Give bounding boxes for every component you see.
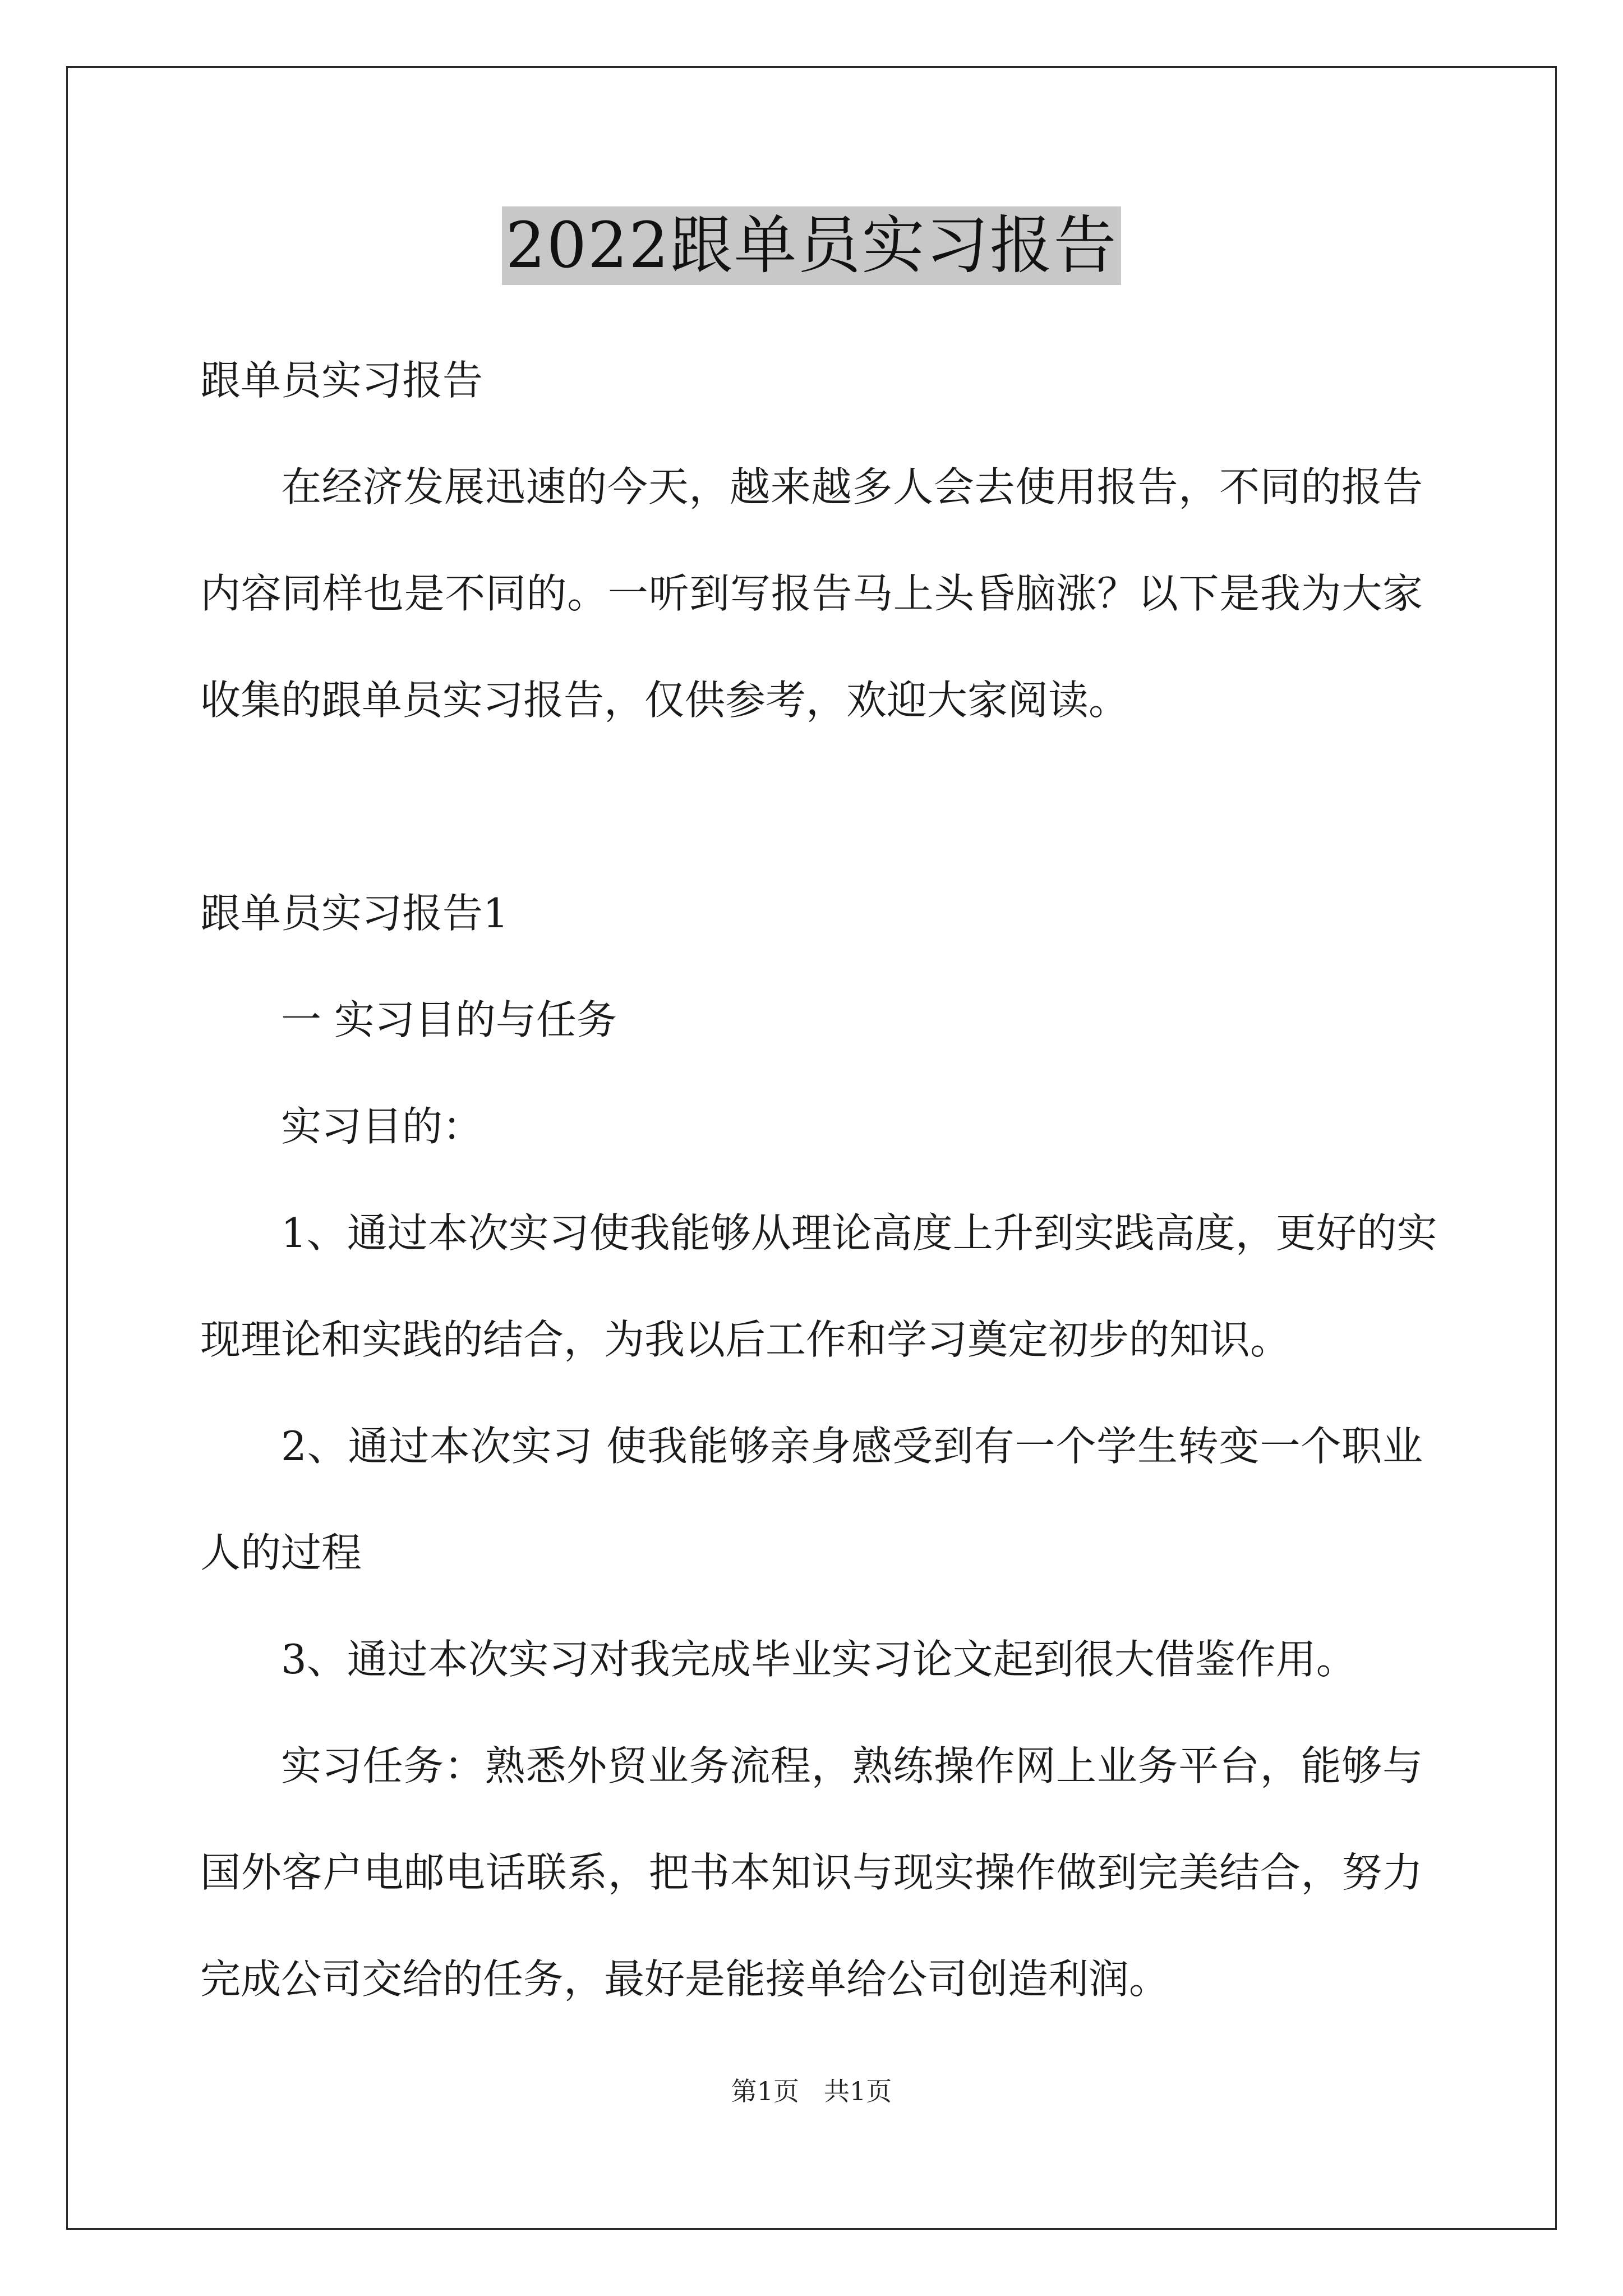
- paragraph-line: 国外客户电邮电话联系，把书本知识与现实操作做到完美结合，努力: [200, 1849, 1423, 1896]
- paragraph-line: 人的过程: [200, 1529, 362, 1576]
- paragraph-line: 2、通过本次实习 使我能够亲身感受到有一个学生转变一个职业: [281, 1423, 1423, 1470]
- paragraph-line: 1、通过本次实习使我能够从理论高度上升到实践高度，更好的实: [281, 1209, 1437, 1257]
- page-total: 共1页: [824, 2076, 892, 2106]
- page-number: 第1页: [731, 2076, 799, 2106]
- paragraph-line: 收集的跟单员实习报告，仅供参考，欢迎大家阅读。: [200, 677, 1129, 724]
- subsection-heading: 一 实习目的与任务: [281, 996, 617, 1043]
- document-title: 2022跟单员实习报告: [502, 206, 1121, 285]
- paragraph-line: 3、通过本次实习对我完成毕业实习论文起到很大借鉴作用。: [281, 1636, 1357, 1683]
- paragraph-line: 实习任务：熟悉外贸业务流程，熟练操作网上业务平台，能够与: [281, 1742, 1423, 1789]
- paragraph-line: 内容同样也是不同的。一听到写报告马上头昏脑涨？以下是我为大家: [200, 570, 1423, 617]
- subtitle-line: 跟单员实习报告: [200, 357, 483, 404]
- page-footer: [0, 2074, 1623, 2108]
- section-heading: 跟单员实习报告1: [200, 890, 509, 937]
- title-container: [0, 206, 1623, 285]
- paragraph-line: 在经济发展迅速的今天，越来越多人会去使用报告，不同的报告: [281, 463, 1423, 510]
- paragraph-line: 实习目的：: [281, 1103, 483, 1150]
- paragraph-line: 完成公司交给的任务，最好是能接单给公司创造利润。: [200, 1955, 1170, 2003]
- paragraph-line: 现理论和实践的结合，为我以后工作和学习奠定初步的知识。: [200, 1316, 1291, 1363]
